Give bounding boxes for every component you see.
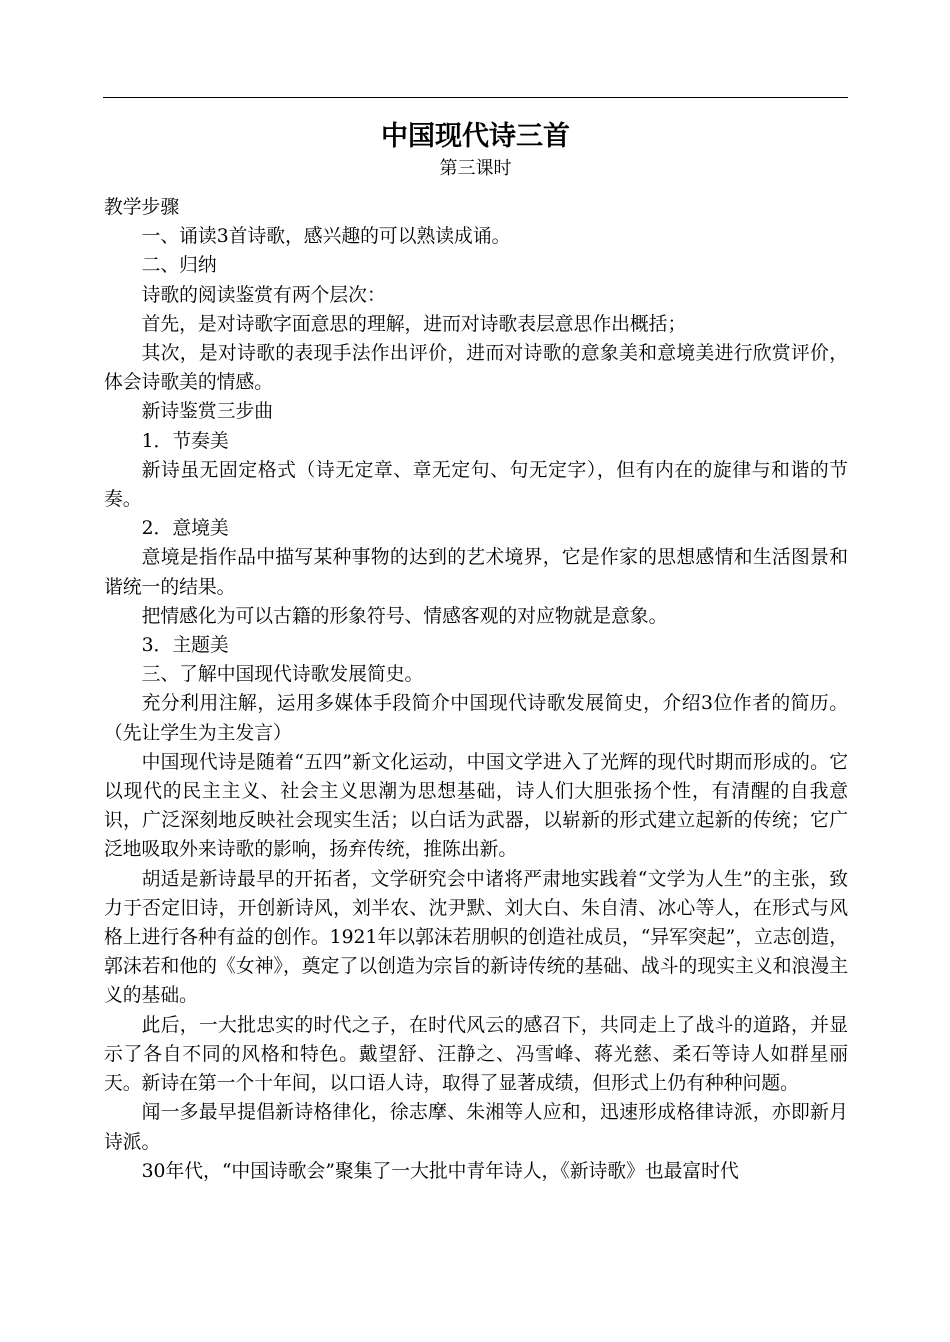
body-paragraph: 30年代，“中国诗歌会”聚集了一大批中青年诗人，《新诗歌》也最富时代 xyxy=(141,1160,739,1182)
body-paragraph: 3．主题美 xyxy=(141,635,229,657)
header-rule xyxy=(103,97,848,98)
body-paragraph: 二、归纳 xyxy=(141,255,217,277)
body-paragraph: 教学步骤 xyxy=(104,197,180,218)
body-paragraph: 把情感化为可以古籍的形象符号、情感客观的对应物就是意象。 xyxy=(141,605,668,627)
body-paragraph: 其次，是对诗歌的表现手法作出评价，进而对诗歌的意象美和意境美进行欣赏评价，体会诗歌美的情感。 xyxy=(104,343,848,394)
body-paragraph: 三、了解中国现代诗歌发展简史。 xyxy=(141,664,424,686)
body-paragraph: 意境是指作品中描写某种事物的达到的艺术境界，它是作家的思想感情和生活图景和谐统一的结果。 xyxy=(104,547,848,598)
body-paragraph: 首先，是对诗歌字面意思的理解，进而对诗歌表层意思作出概括； xyxy=(141,313,687,335)
body-paragraph: 新诗鉴赏三步曲 xyxy=(141,401,274,423)
body-paragraph: 闻一多最早提倡新诗格律化，徐志摩、朱湘等人应和，迅速形成格律诗派，亦即新月诗派。 xyxy=(104,1102,848,1153)
body-paragraph: 中国现代诗是随着“五四”新文化运动，中国文学进入了光辉的现代时期而形成的。它以现代的民主主义、社会主义思潮为思想基础，诗人们大胆张扬个性，有清醒的自我意识，广泛深刻地反映社会现实生活；以白话为武器，以崭新的形式建立起新的传统；它广泛地吸取外来诗歌的影响，扬弃传统，推陈出新。 xyxy=(104,751,848,861)
body-paragraph: 此后，一大批忠实的时代之子，在时代风云的感召下，共同走上了战斗的道路，并显示了各自不同的风格和特色。戴望舒、汪静之、冯雪峰、蒋光慈、柔石等诗人如群星丽天。新诗在第一个十年间，以口语人诗，取得了显著成绩，但形式上仍有种种问题。 xyxy=(104,1014,848,1095)
body-paragraph: 充分利用注解，运用多媒体手段简介中国现代诗歌发展简史，介绍3位作者的简历。（先让学生为主发言） xyxy=(104,693,848,744)
body-paragraph: 2．意境美 xyxy=(141,518,229,540)
body-paragraph: 1．节奏美 xyxy=(141,430,229,452)
document-subtitle: 第三课时 xyxy=(439,158,512,179)
document-body xyxy=(104,193,848,1186)
document-title: 中国现代诗三首 xyxy=(381,121,570,152)
body-paragraph: 胡适是新诗最早的开拓者，文学研究会中诸将严肃地实践着“文学为人生”的主张，致力于否定旧诗，开创新诗风，刘半农、沈尹默、刘大白、朱自清、冰心等人，在形式与风格上进行各种有益的创作。1921年以郭沫若朋帜的创造社成员，“异军突起”，立志创造，郭沫若和他的《女神》，奠定了以创造为宗旨的新诗传统的基础、战斗的现实主义和浪漫主义的基础。 xyxy=(104,868,848,1007)
body-paragraph: 一、诵读3首诗歌，感兴趣的可以熟读成诵。 xyxy=(141,226,511,248)
body-paragraph: 新诗虽无固定格式（诗无定章、章无定句、句无定字），但有内在的旋律与和谐的节奏。 xyxy=(104,459,848,511)
body-paragraph: 诗歌的阅读鉴赏有两个层次： xyxy=(141,284,386,306)
